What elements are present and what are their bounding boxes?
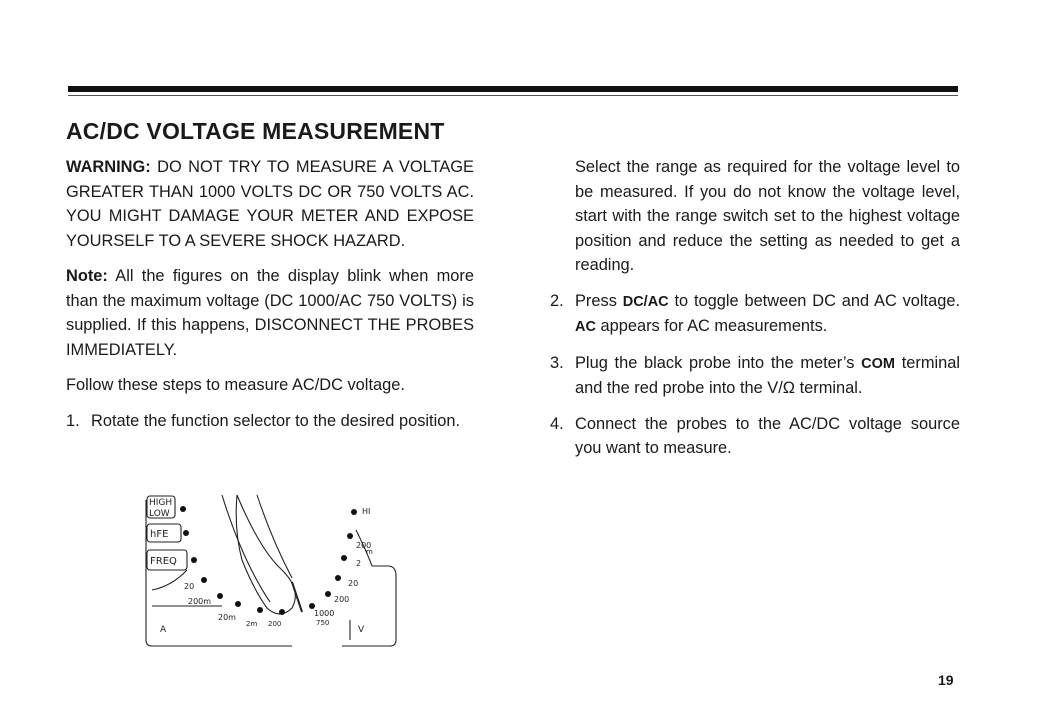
step-text xyxy=(575,289,960,340)
intro-sentence: Follow these steps to measure AC/DC voltage. xyxy=(66,376,405,394)
label-m: m xyxy=(366,548,373,556)
step-text: Rotate the function selector to the desired position. xyxy=(91,411,461,430)
label-left-200u: 200 xyxy=(268,620,282,628)
warning-label: WARNING: xyxy=(66,158,151,176)
label-right-200: 200 xyxy=(334,595,350,604)
step-text xyxy=(575,351,960,401)
step-text-part: to toggle between DC and AC voltage. xyxy=(668,291,961,310)
step-3 xyxy=(550,351,960,401)
label-200m-right: 200 xyxy=(356,541,372,550)
step-text-part: Plug the black probe into the meter’s xyxy=(575,353,862,372)
step-number: 1. xyxy=(66,411,80,430)
label-ac-750: 750 xyxy=(316,619,330,627)
label-hi: HI xyxy=(362,507,371,516)
step-1-continued: Select the range as required for the voltage level to be measured. If you do not know the voltage level, start with the range switch set to the highest voltage position and reduce the setting as needed to get a reading. xyxy=(575,158,960,274)
right-column xyxy=(550,155,960,472)
step-text-part: appears for AC measurements. xyxy=(595,317,828,335)
label-right-20: 20 xyxy=(348,579,359,588)
note-paragraph xyxy=(66,264,474,362)
label-low: LOW xyxy=(149,509,170,519)
label-2: 2 xyxy=(356,559,362,568)
page-number: 19 xyxy=(938,672,954,688)
warning-text: DO NOT TRY TO MEASURE A VOLTAGE GREATER THAN 1000 VOLTS DC OR 750 VOLTS AC. YOU MIGHT DAMAGE YOUR METER AND EXPOSE YOURSELF TO A SEVERE SHOCK HAZARD. xyxy=(66,158,474,250)
step-number: 3. xyxy=(550,353,564,372)
label-left-2m: 2m xyxy=(246,620,258,628)
label-freq: FREQ xyxy=(150,556,177,567)
label-left-200m: 200m xyxy=(188,597,212,606)
label-dc-1000: 1000 xyxy=(314,609,335,618)
note-label: Note: xyxy=(66,267,108,285)
step-number: 4. xyxy=(550,414,564,433)
label-volt: V xyxy=(358,625,365,635)
step-1 xyxy=(66,409,474,434)
label-hfe: hFE xyxy=(150,529,169,540)
step-text: Connect the probes to the AC/DC voltage source you want to measure. xyxy=(575,414,960,457)
note-text: All the figures on the display blink when more than the maximum voltage (DC 1000/AC 750 VOLTS) is supplied. If this happens, DISCONNECT THE PROBES IMMEDIATELY. xyxy=(66,267,474,359)
ac-indicator: AC xyxy=(575,319,596,335)
header-rule-thin xyxy=(68,95,958,96)
left-column xyxy=(66,155,474,444)
step-4 xyxy=(550,412,960,461)
label-left-20: 20 xyxy=(184,582,195,591)
step-text-part: terminal and the red probe into the V/Ω terminal. xyxy=(575,353,960,397)
label-high: HIGH xyxy=(149,498,173,508)
page-title: AC/DC VOLTAGE MEASUREMENT xyxy=(66,118,445,144)
header-rule-thick xyxy=(68,86,958,92)
label-amp: A xyxy=(160,625,167,635)
warning-paragraph xyxy=(66,155,474,253)
label-left-20m: 20m xyxy=(218,613,236,622)
step-text-part: Press xyxy=(575,291,623,310)
function-selector-dial-figure xyxy=(142,490,414,650)
com-terminal-label: COM xyxy=(861,355,895,372)
dc-ac-key: DC/AC xyxy=(622,293,669,310)
step-2 xyxy=(550,289,960,340)
step-number: 2. xyxy=(550,291,564,310)
